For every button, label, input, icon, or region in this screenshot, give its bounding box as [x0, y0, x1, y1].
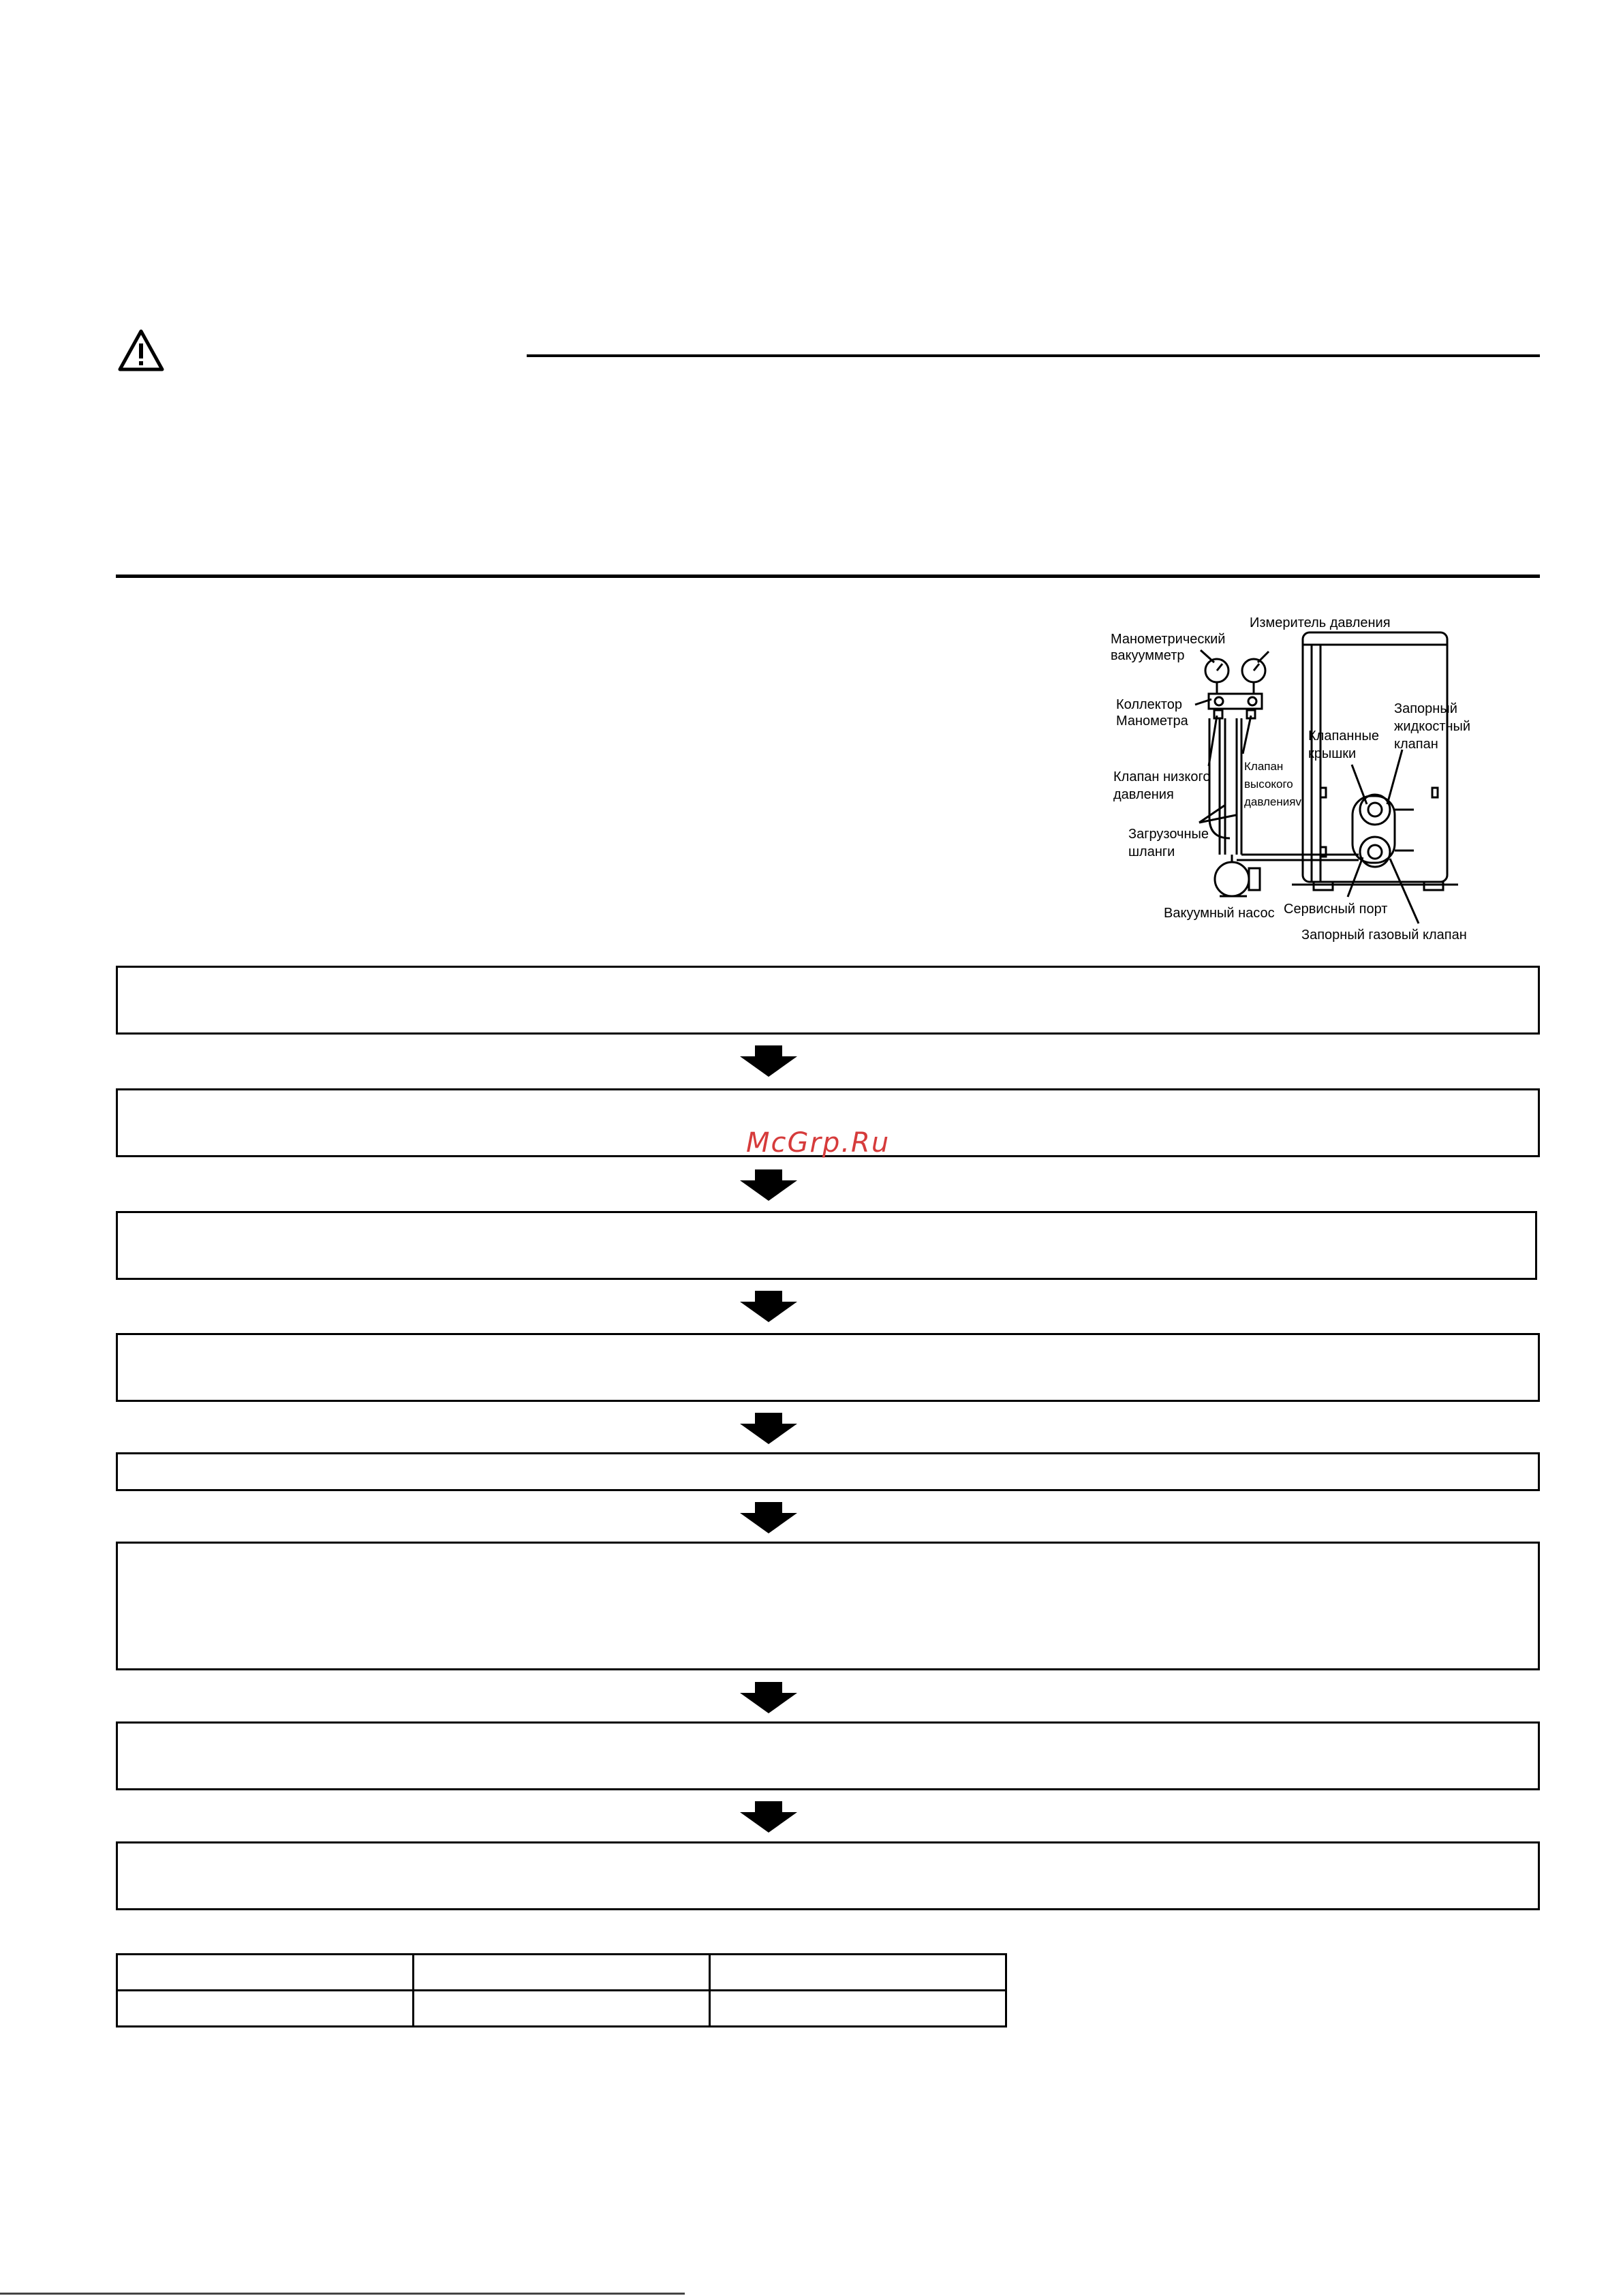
label-service-port: Сервисный порт	[1284, 902, 1388, 917]
table-cell	[710, 1991, 1006, 2027]
label-charge-hoses-2: шланги	[1128, 844, 1175, 859]
flow-step-6	[116, 1542, 1540, 1670]
watermark: McGrp.Ru	[746, 1127, 891, 1159]
warning-rule	[527, 354, 1540, 357]
label-liquid-valve-1: Запорный	[1394, 701, 1457, 716]
down-arrow-icon	[740, 1169, 797, 1201]
label-manifold-1: Коллектор	[1116, 697, 1182, 712]
flow-step-5	[116, 1452, 1540, 1491]
down-arrow-icon	[740, 1801, 797, 1833]
label-gas-valve: Запорный газовый клапан	[1301, 928, 1467, 943]
label-high-valve-2: высокого	[1244, 778, 1293, 791]
flow-step-7	[116, 1721, 1540, 1790]
label-pressure-gauge: Измеритель давления	[1250, 615, 1391, 630]
section-divider	[116, 575, 1540, 578]
label-low-valve-1: Клапан низкого	[1113, 769, 1211, 784]
table-cell	[117, 1991, 414, 2027]
spec-table	[116, 1953, 1007, 2027]
label-valve-caps-1: Клапанные	[1308, 729, 1379, 744]
table-cell	[414, 1991, 710, 2027]
label-liquid-valve-2: жидкостный	[1394, 719, 1471, 734]
table-row	[117, 1955, 1006, 1991]
flow-step-1	[116, 966, 1540, 1035]
label-high-valve-1: Клапан	[1244, 760, 1284, 773]
table-row	[117, 1991, 1006, 2027]
down-arrow-icon	[740, 1502, 797, 1533]
label-low-valve-2: давления	[1113, 787, 1174, 802]
footer-rule	[0, 2293, 685, 2295]
label-vacuum-gauge-2: вакуумметр	[1111, 648, 1185, 663]
flow-step-3	[116, 1211, 1537, 1280]
label-valve-caps-2: крышки	[1308, 746, 1357, 761]
down-arrow-icon	[740, 1291, 797, 1322]
vacuum-diagram	[1097, 607, 1485, 947]
label-liquid-valve-3: клапан	[1394, 737, 1438, 752]
flow-step-4	[116, 1333, 1540, 1402]
label-vacuum-pump: Вакуумный насос	[1164, 906, 1275, 921]
flow-step-8	[116, 1841, 1540, 1910]
label-manifold-2: Манометра	[1116, 714, 1188, 729]
label-charge-hoses-1: Загрузочные	[1128, 827, 1209, 842]
table-cell	[414, 1955, 710, 1991]
down-arrow-icon	[740, 1682, 797, 1713]
label-vacuum-gauge-1: Манометрический	[1111, 632, 1226, 647]
table-cell	[710, 1955, 1006, 1991]
down-arrow-icon	[740, 1045, 797, 1077]
label-high-valve-3: давленияv	[1244, 795, 1301, 808]
down-arrow-icon	[740, 1413, 797, 1444]
warning-icon	[117, 328, 165, 372]
table-cell	[117, 1955, 414, 1991]
